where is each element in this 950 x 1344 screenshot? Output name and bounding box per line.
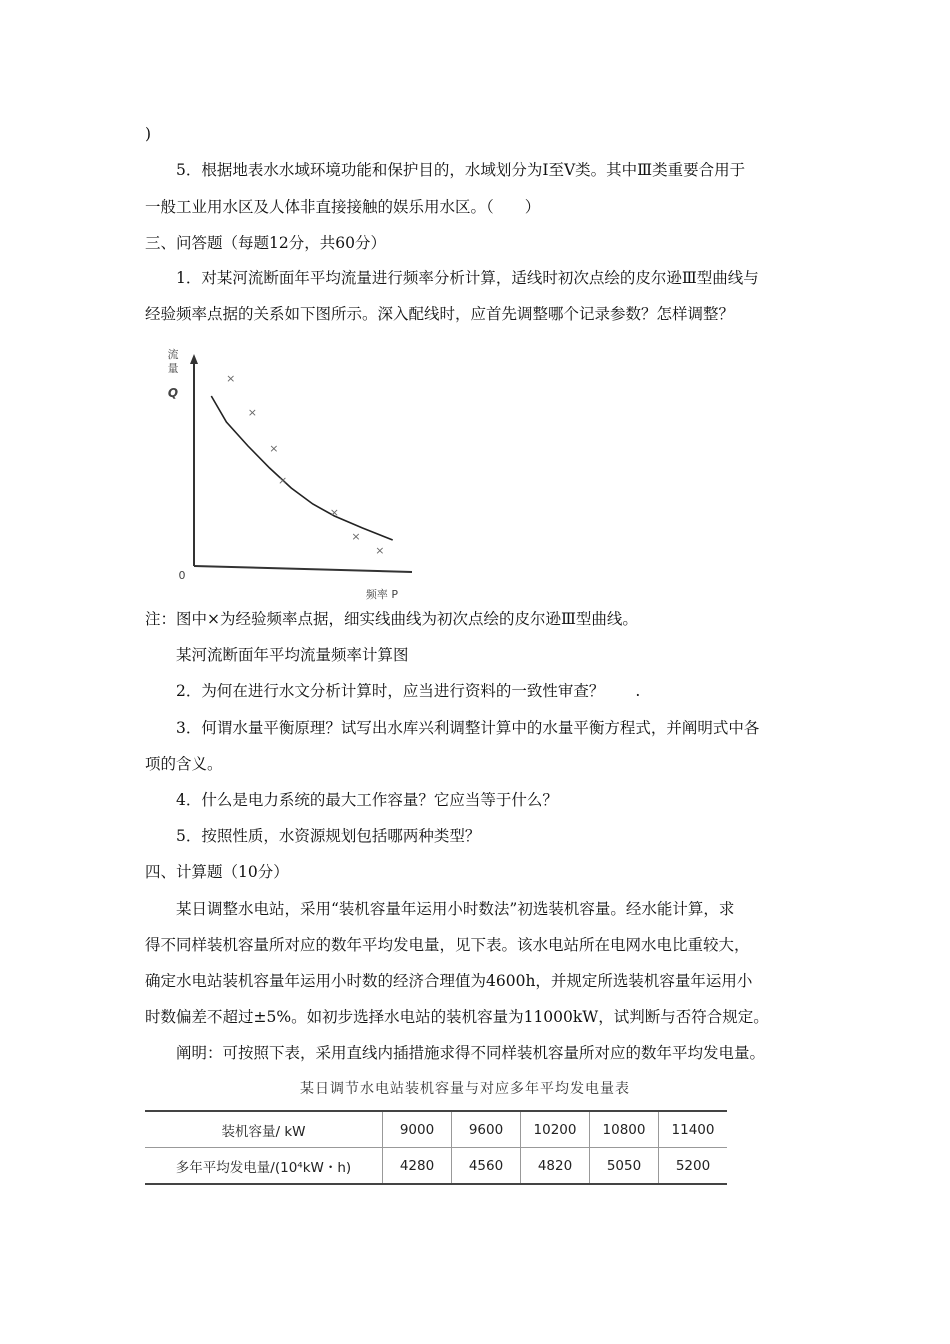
row-header: 装机容量/ kW [145, 1111, 383, 1148]
table-row [145, 1111, 727, 1148]
y-axis-label: 流 [167, 348, 179, 361]
table-cell: 11400 [659, 1111, 728, 1148]
table-caption: 某日调节水电站装机容量与对应多年平均发电量表 [300, 1081, 630, 1097]
empirical-point: × [329, 506, 340, 519]
x-axis [194, 566, 412, 572]
text-line: 1．对某河流断面年平均流量进行频率分析计算，适线时初次点绘的皮尔逊Ⅲ型曲线与 [176, 269, 759, 287]
text-line: 项的含义。 [145, 755, 223, 773]
text-line: 经验频率点据的关系如下图所示。深入配线时，应首先调整哪个记录参数？怎样调整？ [145, 305, 735, 323]
empirical-point: × [226, 372, 236, 385]
text-line: 5．根据地表水水域环境功能和保护目的，水域划分为Ⅰ至Ⅴ类。其中Ⅲ类重要合用于 [176, 161, 746, 179]
empirical-point: × [351, 530, 361, 543]
text-line: 得不同样装机容量所对应的数年平均发电量，见下表。该水电站所在电网水电比重较大， [145, 936, 750, 954]
text-line: 5．按照性质，水资源规划包括哪两种类型？ [176, 827, 481, 845]
empirical-point: × [269, 442, 279, 455]
table-row [145, 1148, 727, 1185]
text-line: ) [145, 125, 152, 143]
row-header: 多年平均发电量/(10⁴kW・h) [145, 1148, 383, 1185]
table-cell: 4820 [521, 1148, 590, 1185]
y-axis-label: Q [167, 386, 179, 400]
empirical-point: × [247, 406, 257, 419]
table-cell: 4560 [452, 1148, 521, 1185]
y-axis-label: 量 [167, 362, 179, 375]
chart-note: 注：图中×为经验频率点据，细实线曲线为初次点绘的皮尔逊Ⅲ型曲线。 [145, 610, 638, 628]
fitted-curve [211, 396, 392, 540]
text-line: 3．何谓水量平衡原理？试写出水库兴利调整计算中的水量平衡方程式，并阐明式中各 [176, 719, 760, 737]
table-cell: 9000 [383, 1111, 452, 1148]
text-line: 确定水电站装机容量年运用小时数的经济合理值为4600h，并规定所选装机容量年运用小 [145, 972, 753, 990]
x-axis-label: 频率 P [365, 588, 399, 601]
text-line: 4．什么是电力系统的最大工作容量？它应当等于什么？ [176, 791, 558, 809]
table-cell: 5050 [590, 1148, 659, 1185]
chart-caption: 某河流断面年平均流量频率计算图 [176, 646, 409, 664]
text-line: 时数偏差不超过±5%。如初步选择水电站的装机容量为11000kW，试判断与否符合规定。 [145, 1008, 769, 1026]
text-line: 某日调整水电站，采用“装机容量年运用小时数法”初选装机容量。经水能计算，求 [176, 900, 735, 918]
empirical-point: × [277, 474, 288, 487]
table-cell: 4280 [383, 1148, 452, 1185]
table-cell: 9600 [452, 1111, 521, 1148]
text-line: 阐明：可按照下表，采用直线内插措施求得不同样装机容量所对应的数年平均发电量。 [176, 1044, 766, 1062]
table-cell: 10800 [590, 1111, 659, 1148]
plot-area [211, 372, 392, 557]
table-cell: 5200 [659, 1148, 728, 1185]
empirical-point: × [375, 544, 385, 557]
y-axis-arrow [190, 354, 198, 364]
text-line: 一般工业用水区及人体非直接接触的娱乐用水区。（ ） [145, 198, 541, 216]
table-cell: 10200 [521, 1111, 590, 1148]
capacity-table [145, 1110, 727, 1185]
section-heading: 四、计算题（10分） [145, 863, 289, 881]
text-line: 2．为何在进行水文分析计算时，应当进行资料的一致性审查？ . [176, 682, 641, 700]
origin-label: 0 [178, 569, 186, 582]
section-heading: 三、问答题（每题12分，共60分） [145, 234, 386, 252]
frequency-chart [160, 340, 430, 602]
